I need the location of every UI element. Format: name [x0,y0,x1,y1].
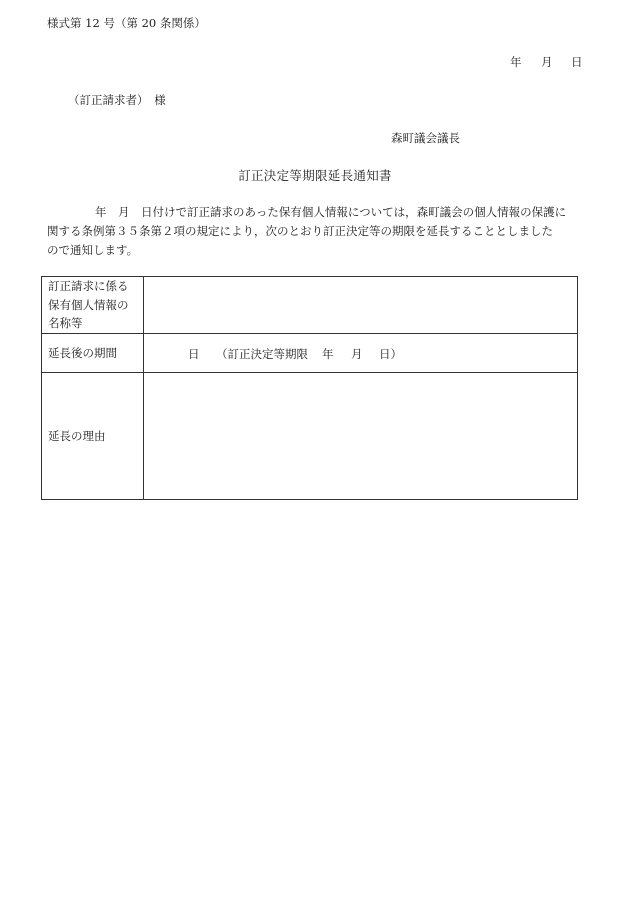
period-value[interactable] [144,334,578,373]
subject-value[interactable] [144,277,578,334]
reason-value[interactable] [144,373,578,500]
period-label: 延長後の期間 [42,334,144,373]
body-line-1: 年 月 日付けで訂正請求のあった保有個人情報については，森町議会の個人情報の保護に [95,205,567,219]
table-row-reason [42,373,578,500]
form-number: 様式第 12 号（第 20 条関係） [47,16,206,30]
table-row-subject [42,277,578,334]
subject-label-line-3: 名称等 [48,316,83,331]
subject-label-line-2: 保有個人情報の [48,297,129,312]
table-row-period [42,334,578,373]
document-title: 訂正決定等期限延長通知書 [238,168,392,183]
period-limit-prefix: （訂正決定等期限 [216,347,308,361]
period-day-close: 日） [379,347,402,361]
subject-label [42,277,144,334]
info-table [41,276,578,500]
body-line-3: ので通知します。 [47,243,139,257]
body-paragraph [47,203,587,260]
issuer: 森町議会議長 [391,131,460,145]
period-month: 月 [351,347,363,361]
body-line-2: 関する条例第３５条第２項の規定により，次のとおり訂正決定等の期限を延長することとしました [47,224,553,238]
date-month-label: 月 [541,55,553,69]
reason-label: 延長の理由 [42,373,144,500]
date-day-label: 日 [571,55,583,69]
subject-label-line-1: 訂正請求に係る [48,279,129,294]
period-year: 年 [322,347,334,361]
recipient: （訂正請求者） 様 [68,93,166,107]
period-day: 日 [188,347,200,361]
date-year-label: 年 [510,55,522,69]
